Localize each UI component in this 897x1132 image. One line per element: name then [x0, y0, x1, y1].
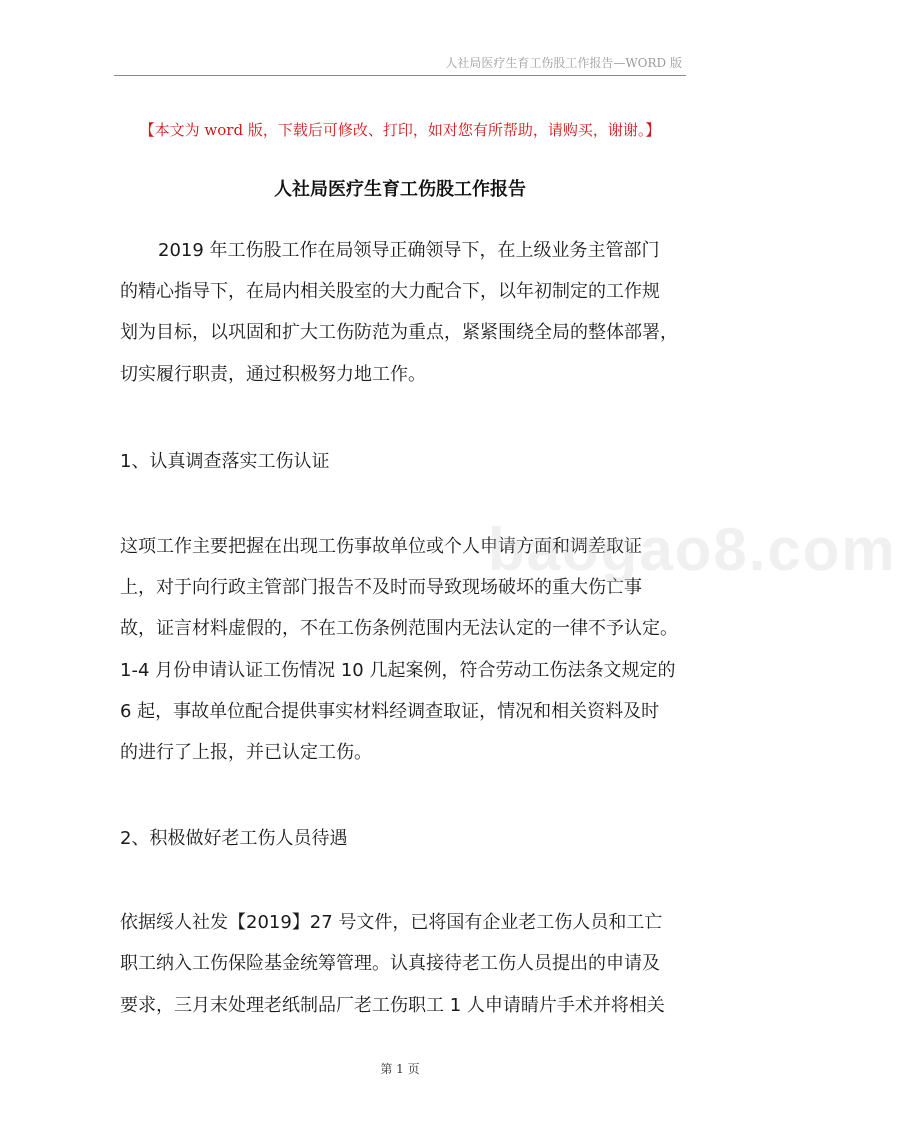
paragraph-line: 6 起，事故单位配合提供事实材料经调查取证，情况和相关资料及时 [120, 701, 660, 722]
section-heading-1: 1、认真调查落实工伤认证 [120, 451, 330, 472]
paragraph-line: 上，对于向行政主管部门报告不及时而导致现场破坏的重大伤亡事 [120, 577, 642, 598]
document-title: 人社局医疗生育工伤股工作报告 [274, 179, 526, 200]
page-number: 第 1 页 [380, 1062, 420, 1076]
paragraph-line: 1-4 月份申请认证工伤情况 10 几起案例，符合劳动工伤法条文规定的 [120, 660, 676, 681]
paragraph-line: 职工纳入工伤保险基金统筹管理。认真接待老工伤人员提出的申请及 [120, 953, 660, 974]
section-heading-2: 2、积极做好老工伤人员待遇 [120, 828, 348, 849]
paragraph-line: 的精心指导下，在局内相关股室的大力配合下，以年初制定的工作规 [120, 281, 660, 302]
paragraph-line: 故，证言材料虚假的，不在工伤条例范围内无法认定的一律不予认定。 [120, 618, 678, 639]
paragraph-line: 的进行了上报，并已认定工伤。 [120, 742, 372, 763]
paragraph-line: 要求，三月末处理老纸制品厂老工伤职工 1 人申请睛片手术并将相关 [120, 995, 665, 1016]
paragraph-line: 这项工作主要把握在出现工伤事故单位或个人申请方面和调差取证 [120, 536, 642, 557]
paragraph-line: 2019 年工伤股工作在局领导正确领导下，在上级业务主管部门 [158, 240, 660, 261]
paragraph-line: 依据绥人社发【2019】27 号文件，已将国有企业老工伤人员和工亡 [120, 912, 663, 933]
paragraph-line: 切实履行职责，通过积极努力地工作。 [120, 364, 426, 385]
site-watermark: baogao8.com [488, 516, 897, 583]
running-header: 人社局医疗生育工伤股工作报告—WORD 版 [445, 56, 682, 70]
header-divider [114, 75, 686, 76]
paragraph-line: 划为目标，以巩固和扩大工伤防范为重点，紧紧围绕全局的整体部署， [120, 322, 678, 343]
download-notice: 【本文为 word 版，下载后可修改、打印，如对您有所帮助，请购买，谢谢。】 [139, 121, 661, 139]
